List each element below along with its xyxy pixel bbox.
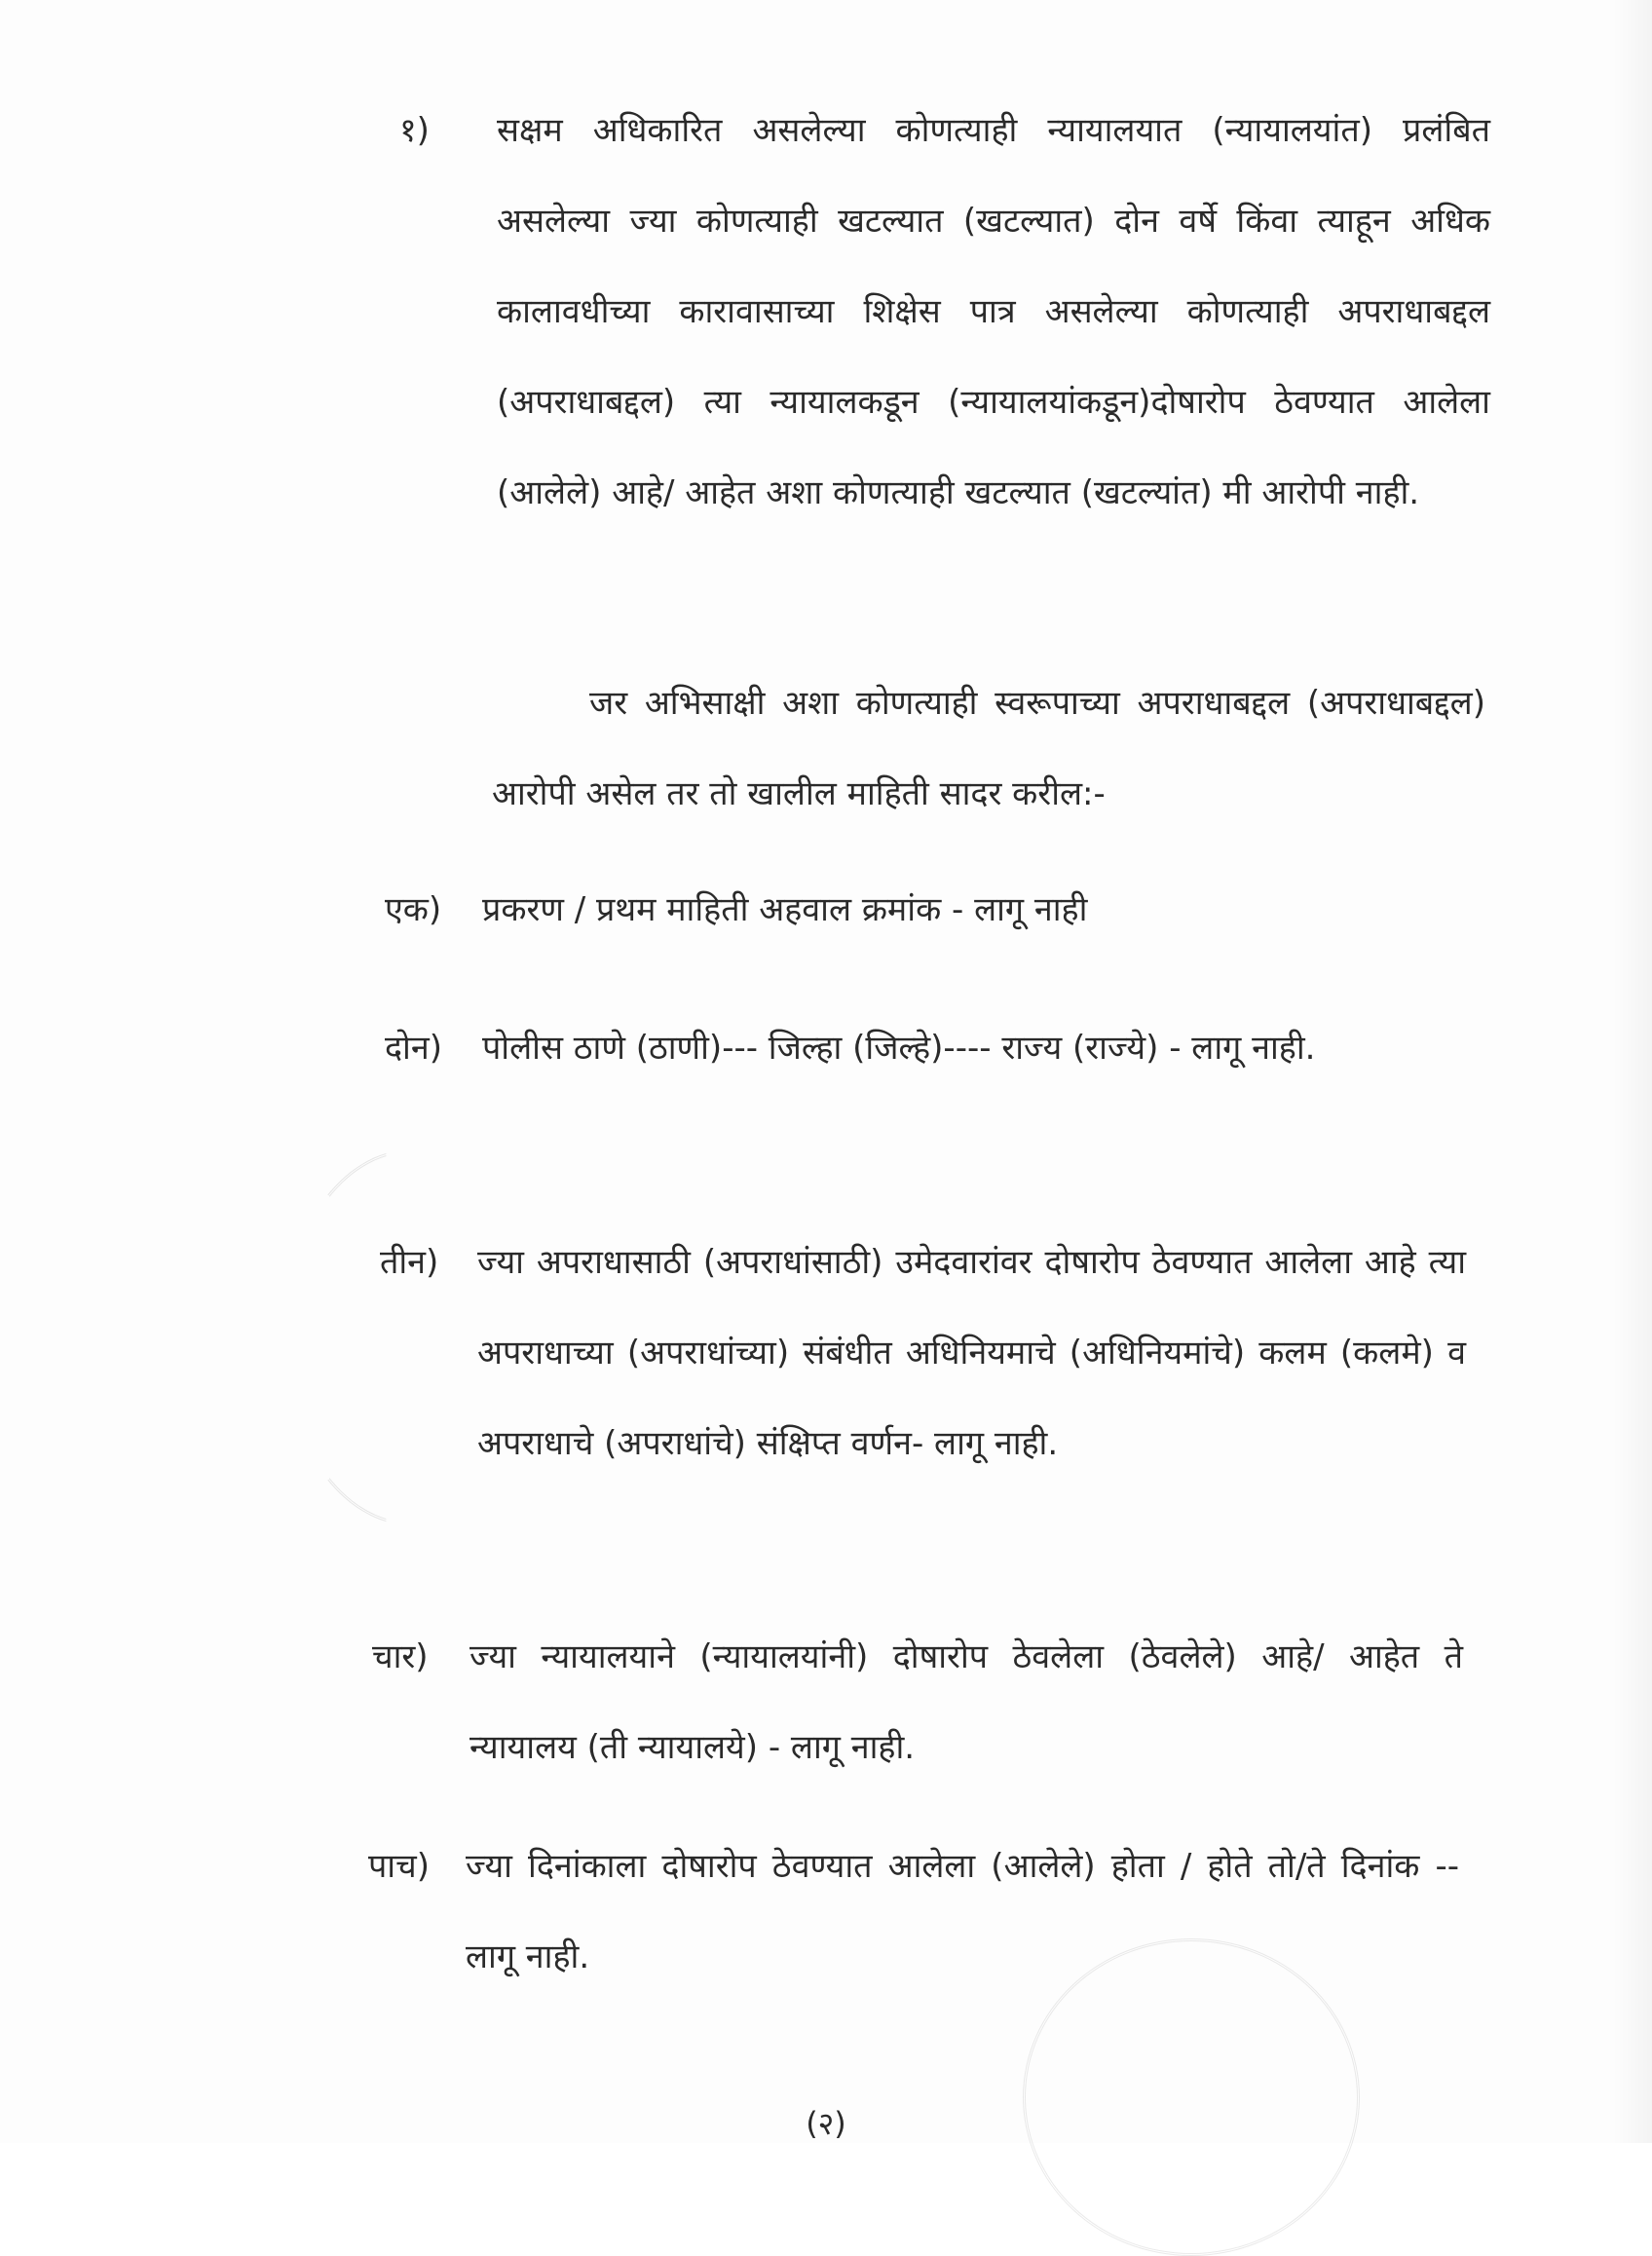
clause-ek-text: प्रकरण / प्रथम माहिती अहवाल क्रमांक - लागू नाही [482,890,1088,929]
clause-don-marker: दोन) [385,1029,442,1068]
clause-don-text: पोलीस ठाणे (ठाणी)--- जिल्हा (जिल्हे)---- राज्य (राज्ये) - लागू नाही. [482,1029,1316,1068]
clause-char-marker: चार) [372,1637,429,1676]
clause-pach-text: ज्या दिनांकाला दोषारोप ठेवण्यात आलेला (आलेले) होता / होते तो/ते दिनांक -- लागू नाही. [466,1847,1459,1976]
clause-pach-marker: पाच) [368,1847,430,1886]
intro-paragraph [492,658,1485,840]
clause-teen-marker: तीन) [380,1243,439,1282]
intro-paragraph-text: जर अभिसाक्षी अशा कोणत्याही स्वरूपाच्या अपराधाबद्दल (अपराधाबद्दल) आरोपी असेल तर तो खालील माहिती सादर करील:- [492,684,1485,813]
clause-teen-text: ज्या अपराधासाठी (अपराधांसाठी) उमेदवारांवर दोषारोप ठेवण्यात आलेला आहे त्या अपराधाच्या (अपराधांच्या) संबंधीत अधिनियमाचे (अधिनियमांचे) कलम (कलमे) व अपराधाचे (अपराधांचे) संक्षिप्त वर्णन- लागू नाही. [477,1243,1466,1463]
clause-1 [399,86,1490,539]
clause-1-text: सक्षम अधिकारित असलेल्या कोणत्याही न्यायालयात (न्यायालयांत) प्रलंबित असलेल्या ज्या कोणत्याही खटल्यात (खटल्यात) दोन वर्षे किंवा त्याहून अधिक कालावधीच्या कारावासाच्या शिक्षेस पात्र असलेल्या कोणत्याही अपराधाबद्दल (अपराधाबद्दल) त्या न्यायालकडून (न्यायालयांकडून)दोषारोप ठेवण्यात आलेला (आलेले) आहे/ आहेत अशा कोणत्याही खटल्यात (खटल्यांत) मी आरोपी नाही. [497,111,1490,512]
clause-ek-marker: एक) [385,890,442,929]
clause-char-text: ज्या न्यायालयाने (न्यायालयांनी) दोषारोप ठेवलेला (ठेवलेले) आहे/ आहेत ते न्यायालय (ती न्यायालये) - लागू नाही. [469,1637,1463,1767]
scan-edge-shadow [1613,0,1652,2143]
clause-char [372,1612,1463,1793]
clause-pach [368,1822,1459,2003]
clause-1-marker: १) [399,111,430,150]
clause-ek [385,865,1476,956]
clause-don [385,1003,1476,1094]
clause-teen [380,1218,1466,1489]
page-number: (२) [806,2105,846,2142]
